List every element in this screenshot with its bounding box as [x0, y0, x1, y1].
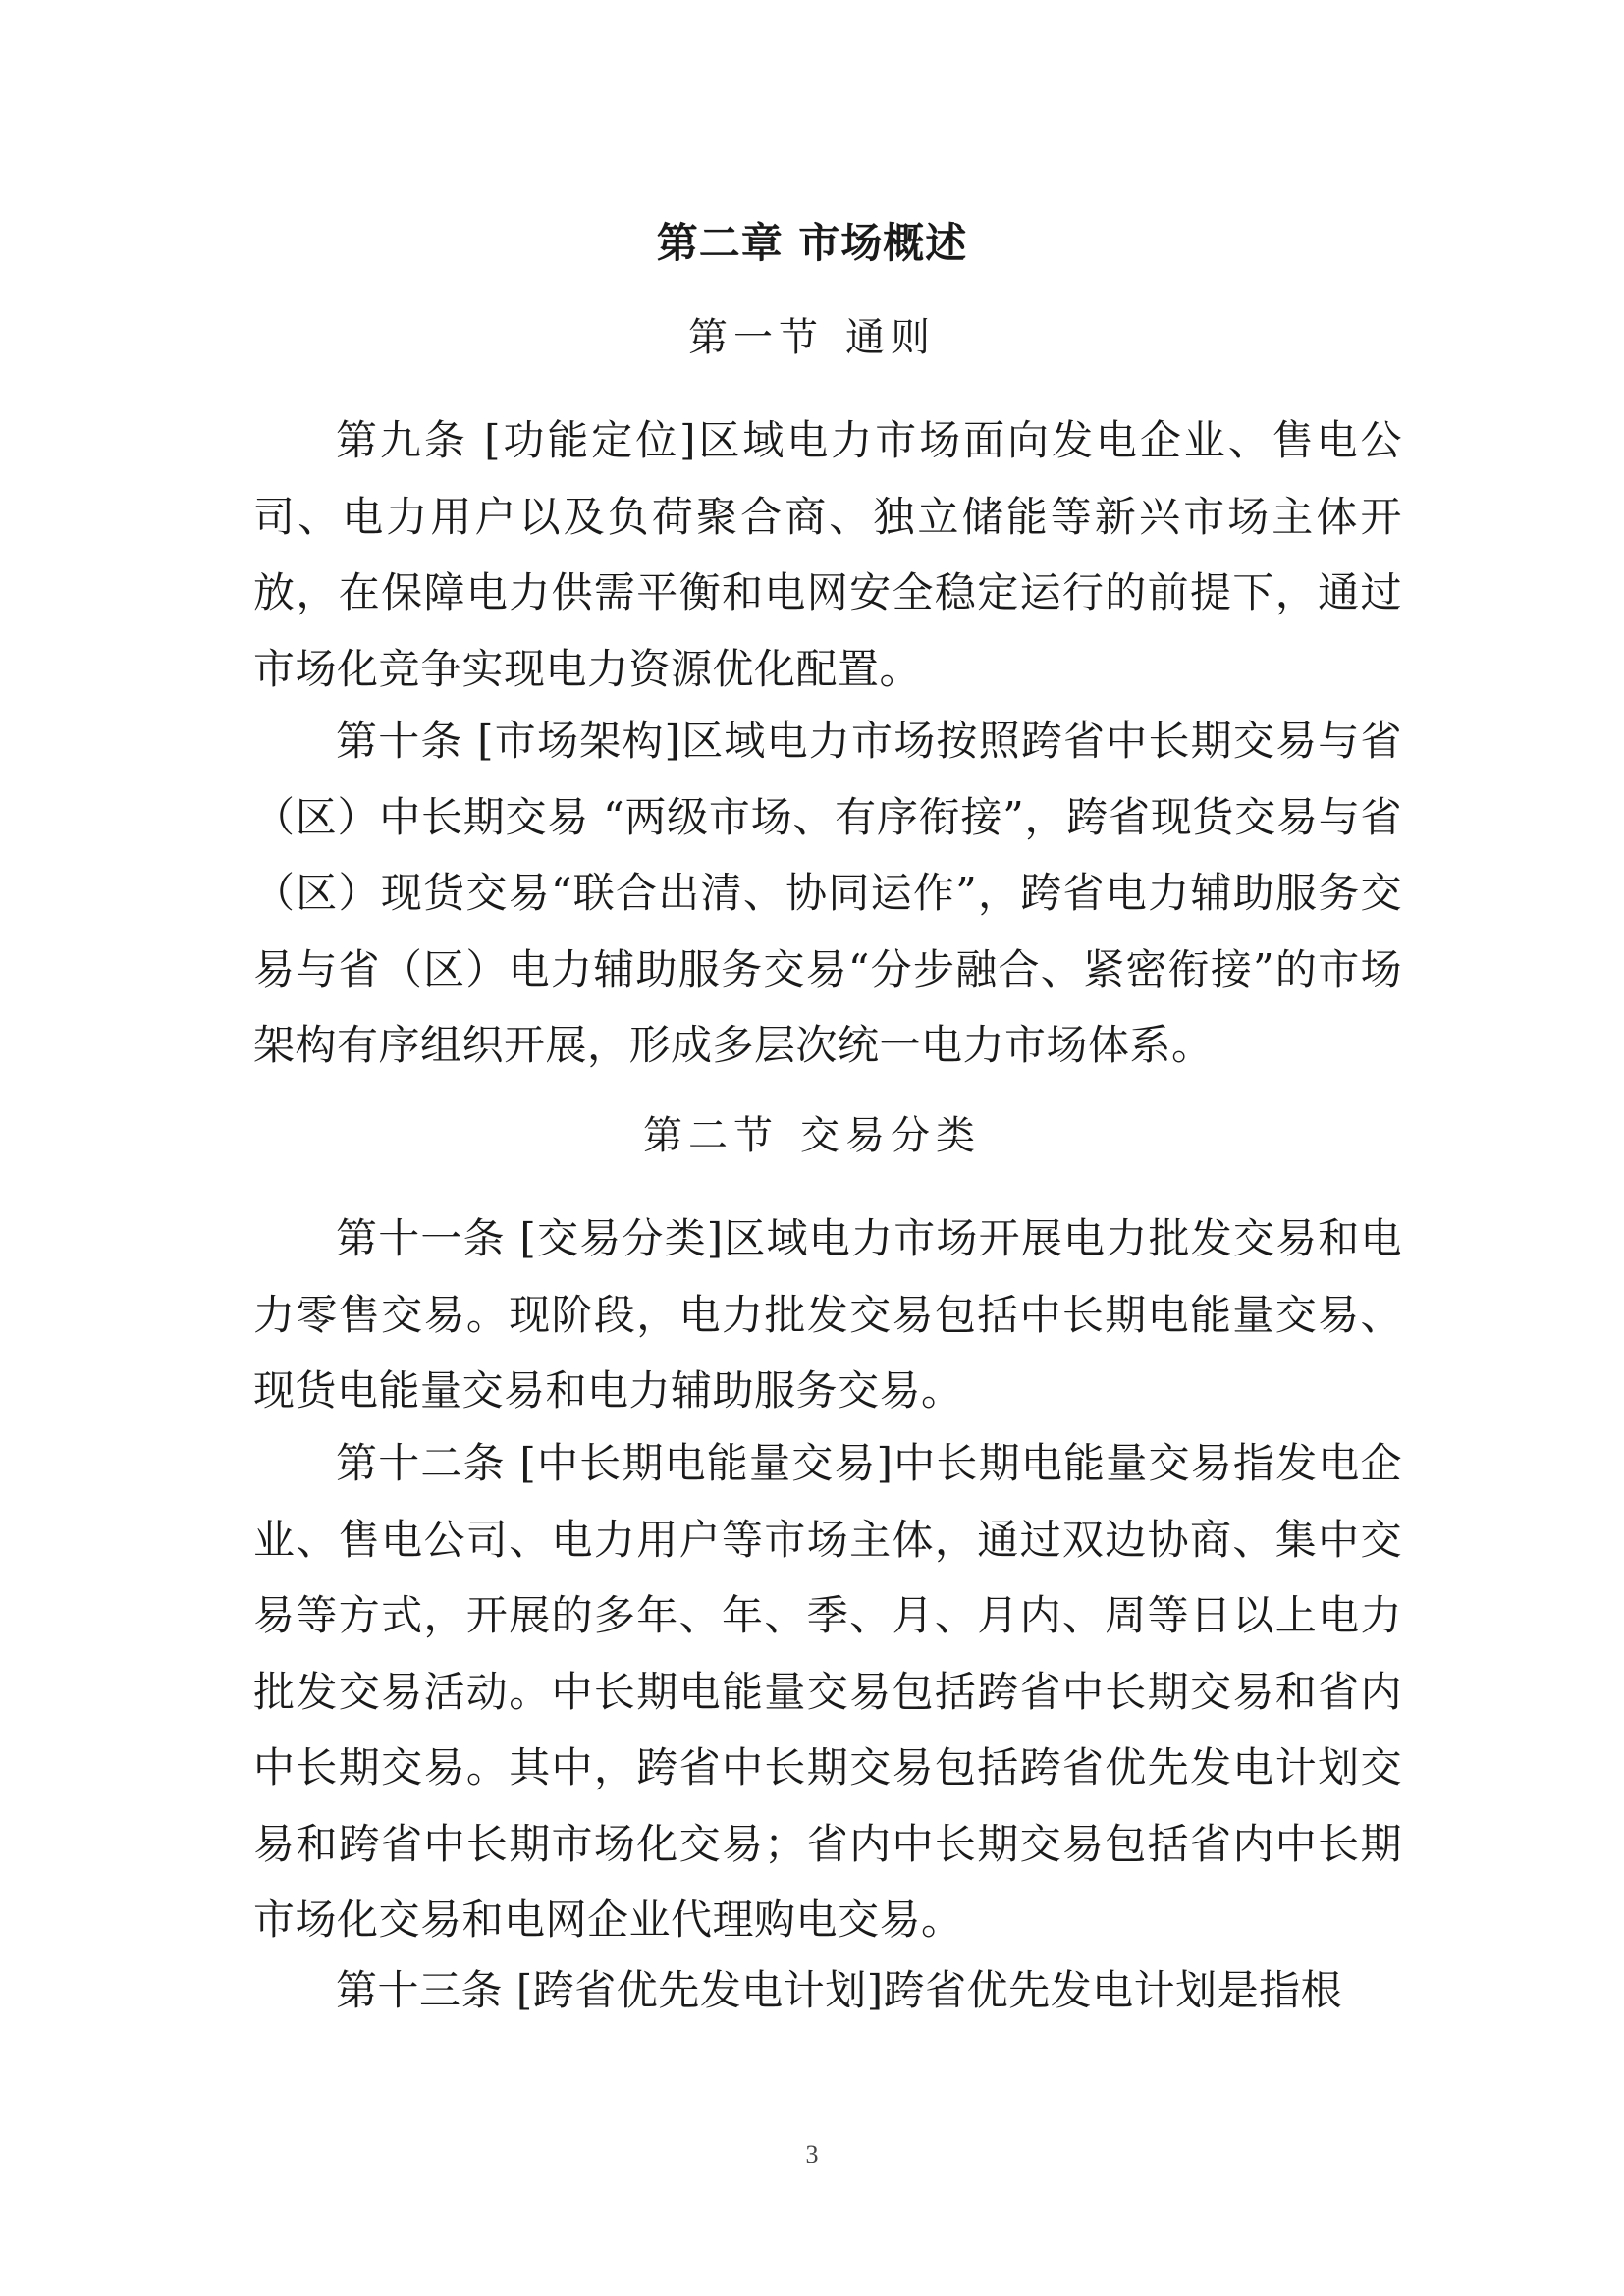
article-12: 第十二条 [中长期电能量交易]中长期电能量交易指发电企业、售电公司、电力用户等市场主体，通过双边协商、集中交易等方式，开展的多年、年、季、月、月内、周等日以上电力批发交易活动。中长期电能量交易包括跨省中长期交易和省内中长期交易。其中，跨省中长期交易包括跨省优先发电计划交易和跨省中长期市场化交易；省内中长期交易包括省内中长期市场化交易和电网企业代理购电交易。	[253, 1439, 1402, 1944]
article-10: 第十条 [市场架构]区域电力市场按照跨省中长期交易与省（区）中长期交易 “两级市场、有序衔接”，跨省现货交易与省（区）现货交易“联合出清、协同运作”，跨省电力辅助服务交易与省（区）电力辅助服务交易“分步融合、紧密衔接”的市场架构有序组织开展，形成多层次统一电力市场体系。	[253, 717, 1402, 1069]
section-title-general	[0, 308, 1624, 367]
section-number: 第二节	[643, 1113, 779, 1158]
section-name: 交易分类	[800, 1113, 981, 1158]
article-13: 第十三条 [跨省优先发电计划]跨省优先发电计划是指根	[336, 1966, 1343, 2014]
section-number: 第一节	[688, 315, 824, 360]
article-9: 第九条 [功能定位]区域电力市场面向发电企业、售电公司、电力用户以及负荷聚合商、独立储能等新兴市场主体开放，在保障电力供需平衡和电网安全稳定运行的前提下，通过市场化竞争实现电力资源优化配置。	[253, 416, 1402, 693]
section-title-trade-classification	[0, 1106, 1624, 1165]
article-11: 第十一条 [交易分类]区域电力市场开展电力批发交易和电力零售交易。现阶段，电力批发交易包括中长期电能量交易、现货电能量交易和电力辅助服务交易。	[253, 1214, 1402, 1415]
page-number: 3	[805, 2140, 819, 2168]
section-name: 通则	[845, 315, 936, 360]
chapter-title: 第二章 市场概述	[656, 219, 968, 267]
